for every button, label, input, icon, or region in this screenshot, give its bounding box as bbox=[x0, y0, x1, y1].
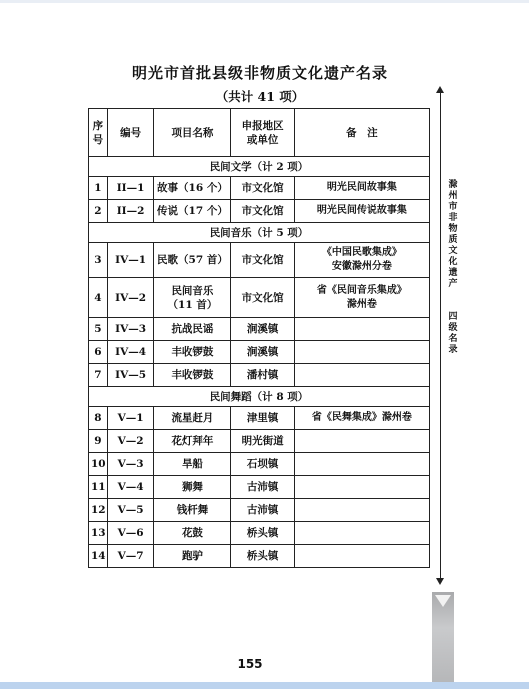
cell-name bbox=[154, 278, 231, 318]
cell-name: 民歌（57 首） bbox=[154, 243, 231, 278]
cell-name: 传说（17 个） bbox=[154, 200, 231, 223]
table-row bbox=[89, 200, 430, 223]
cell-code: IV—1 bbox=[107, 243, 154, 278]
cell-unit: 涧溪镇 bbox=[231, 318, 294, 341]
table-row bbox=[89, 364, 430, 387]
cell-name: 花鼓 bbox=[154, 522, 231, 545]
header-code: 编号 bbox=[107, 109, 154, 157]
cell-code: V—4 bbox=[107, 476, 154, 499]
cell-note bbox=[294, 364, 429, 387]
cell-unit: 桥头镇 bbox=[231, 522, 294, 545]
cell-no: 4 bbox=[89, 278, 108, 318]
bottom-bar bbox=[0, 682, 529, 689]
cell-no: 10 bbox=[89, 453, 108, 476]
cell-unit: 津里镇 bbox=[231, 407, 294, 430]
cell-note bbox=[294, 430, 429, 453]
cell-name: 旱船 bbox=[154, 453, 231, 476]
cell-unit: 古沛镇 bbox=[231, 476, 294, 499]
cell-unit: 石坝镇 bbox=[231, 453, 294, 476]
sidebar-subtitle: 四级名录 bbox=[448, 312, 458, 355]
cell-name-line: 民间音乐 bbox=[171, 284, 214, 297]
table-row bbox=[89, 430, 430, 453]
category-label: 民间音乐（计 5 项） bbox=[89, 223, 430, 243]
cell-name: 抗战民谣 bbox=[154, 318, 231, 341]
cell-note bbox=[294, 278, 429, 318]
cell-code: V—6 bbox=[107, 522, 154, 545]
cell-note bbox=[294, 453, 429, 476]
cell-note bbox=[294, 243, 429, 278]
cell-note-line: 《中国民歌集成》 bbox=[321, 247, 402, 258]
cell-unit: 市文化馆 bbox=[231, 200, 294, 223]
cell-note-line: 省《民间音乐集成》 bbox=[316, 284, 407, 296]
cell-no: 1 bbox=[89, 177, 108, 200]
cell-no: 13 bbox=[89, 522, 108, 545]
category-label: 民间文学（计 2 项） bbox=[89, 157, 430, 177]
cell-no: 14 bbox=[89, 545, 108, 568]
cell-code: V—3 bbox=[107, 453, 154, 476]
category-row bbox=[89, 387, 430, 407]
cell-code: V—2 bbox=[107, 430, 154, 453]
table-row bbox=[89, 177, 430, 200]
page-top-edge bbox=[0, 0, 529, 3]
cell-note bbox=[294, 545, 429, 568]
sidebar-running-title bbox=[446, 180, 460, 356]
cell-no: 3 bbox=[89, 243, 108, 278]
cell-note-line: 明光民间传说故事集 bbox=[316, 205, 407, 216]
cell-note bbox=[294, 200, 429, 223]
cell-no: 11 bbox=[89, 476, 108, 499]
cell-code: IV—3 bbox=[107, 318, 154, 341]
cell-unit: 市文化馆 bbox=[231, 243, 294, 278]
cell-code: V—5 bbox=[107, 499, 154, 522]
cell-name: 丰收锣鼓 bbox=[154, 364, 231, 387]
cell-note bbox=[294, 522, 429, 545]
category-row bbox=[89, 223, 430, 243]
cell-unit: 市文化馆 bbox=[231, 278, 294, 318]
cell-name: 跑驴 bbox=[154, 545, 231, 568]
cell-no: 6 bbox=[89, 341, 108, 364]
sidebar-title: 滁州市非物质文化遗产 bbox=[448, 180, 458, 289]
cell-note bbox=[294, 341, 429, 364]
header-name: 项目名称 bbox=[154, 109, 231, 157]
cell-name: 狮舞 bbox=[154, 476, 231, 499]
header-no-line2: 号 bbox=[92, 133, 104, 146]
cell-code: V—1 bbox=[107, 407, 154, 430]
cell-unit: 桥头镇 bbox=[231, 545, 294, 568]
cell-unit: 古沛镇 bbox=[231, 499, 294, 522]
category-row bbox=[89, 157, 430, 177]
cell-code: II—1 bbox=[107, 177, 154, 200]
cell-name-line: （11 首） bbox=[167, 298, 218, 311]
cell-code: IV—4 bbox=[107, 341, 154, 364]
table-row bbox=[89, 476, 430, 499]
cell-code: IV—2 bbox=[107, 278, 154, 318]
cell-note bbox=[294, 476, 429, 499]
header-unit-line2: 或单位 bbox=[246, 133, 279, 146]
cell-code: V—7 bbox=[107, 545, 154, 568]
cell-unit: 明光街道 bbox=[231, 430, 294, 453]
arrow-down-icon bbox=[436, 578, 444, 585]
cell-unit: 涧溪镇 bbox=[231, 341, 294, 364]
cell-name: 钱杆舞 bbox=[154, 499, 231, 522]
cell-no: 12 bbox=[89, 499, 108, 522]
table-row bbox=[89, 522, 430, 545]
table-row bbox=[89, 341, 430, 364]
table-row bbox=[89, 545, 430, 568]
cell-note bbox=[294, 177, 429, 200]
cell-note-line: 滁州卷 bbox=[346, 298, 377, 310]
cell-no: 5 bbox=[89, 318, 108, 341]
cell-unit: 潘村镇 bbox=[231, 364, 294, 387]
header-no bbox=[89, 109, 108, 157]
header-unit-line1: 申报地区 bbox=[241, 119, 284, 132]
heritage-list-table bbox=[88, 108, 430, 568]
cell-name: 花灯拜年 bbox=[154, 430, 231, 453]
cell-note bbox=[294, 499, 429, 522]
cell-name: 故事（16 个） bbox=[154, 177, 231, 200]
cell-no: 9 bbox=[89, 430, 108, 453]
cell-name: 流星赶月 bbox=[154, 407, 231, 430]
table-row bbox=[89, 278, 430, 318]
cell-code: II—2 bbox=[107, 200, 154, 223]
cell-note-line: 明光民间故事集 bbox=[326, 182, 397, 193]
document-subtitle: （共计 41 项） bbox=[215, 89, 305, 104]
cell-note-line: 安徽滁州分卷 bbox=[331, 261, 392, 272]
cell-unit: 市文化馆 bbox=[231, 177, 294, 200]
cell-no: 7 bbox=[89, 364, 108, 387]
header-no-line1: 序 bbox=[92, 119, 104, 132]
cell-note bbox=[294, 407, 429, 430]
table-body bbox=[89, 157, 430, 568]
table-header-row bbox=[89, 109, 430, 157]
document-title: 明光市首批县级非物质文化遗产名录 bbox=[131, 64, 388, 82]
cell-no: 8 bbox=[89, 407, 108, 430]
cell-code: IV—5 bbox=[107, 364, 154, 387]
triangle-down-icon bbox=[435, 595, 451, 607]
sidebar-rule bbox=[440, 92, 441, 580]
cell-note bbox=[294, 318, 429, 341]
category-label: 民间舞蹈（计 8 项） bbox=[89, 387, 430, 407]
page-number: 155 bbox=[237, 657, 263, 671]
cell-no: 2 bbox=[89, 200, 108, 223]
table-row bbox=[89, 318, 430, 341]
table-row bbox=[89, 407, 430, 430]
header-note: 备 注 bbox=[294, 109, 429, 157]
header-unit bbox=[231, 109, 294, 157]
cell-name: 丰收锣鼓 bbox=[154, 341, 231, 364]
table-row bbox=[89, 453, 430, 476]
table-row bbox=[89, 499, 430, 522]
cell-note-line: 省《民舞集成》滁州卷 bbox=[311, 412, 412, 423]
page-turn-tab[interactable] bbox=[432, 592, 454, 682]
table-row bbox=[89, 243, 430, 278]
